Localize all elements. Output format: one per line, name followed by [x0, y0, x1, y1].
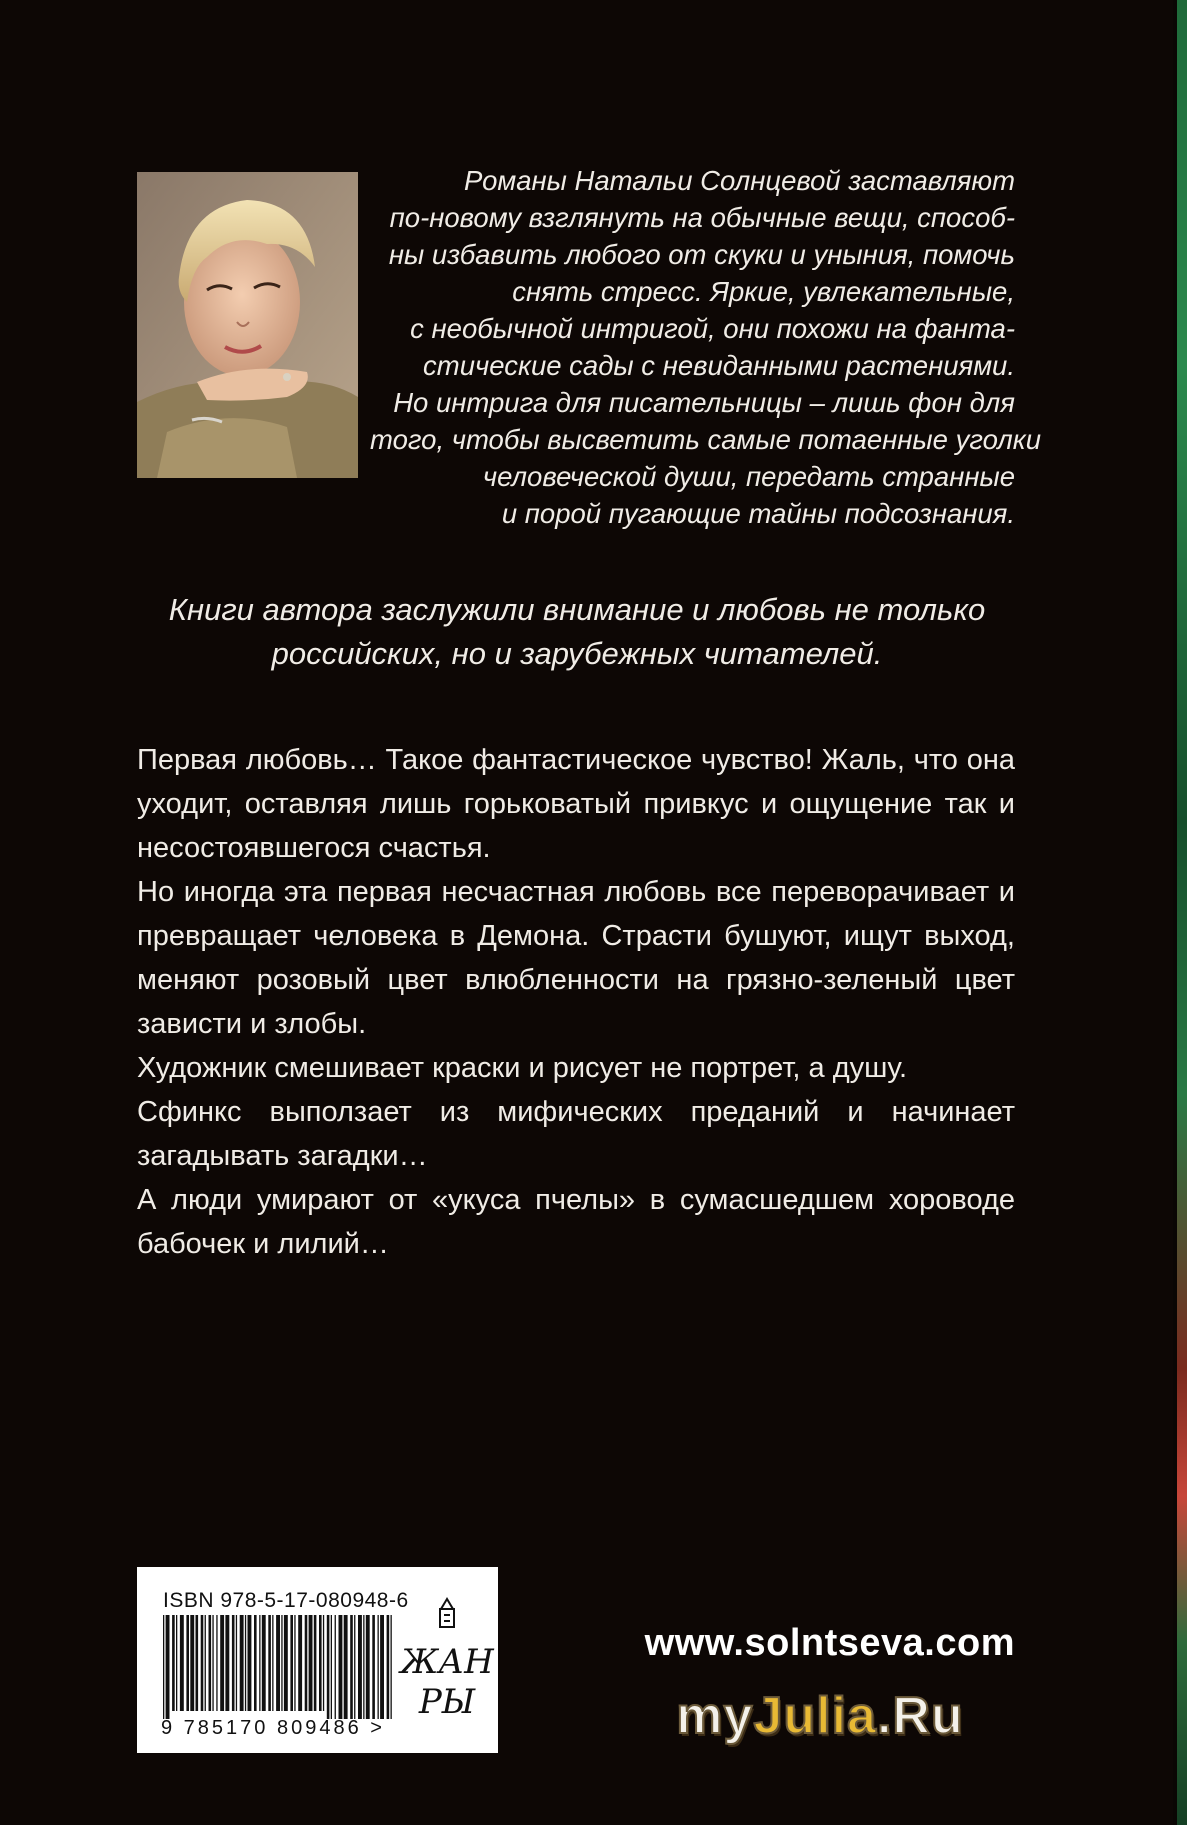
barcode-bar — [327, 1615, 330, 1719]
author-blurb — [370, 162, 1042, 532]
barcode-bar — [339, 1615, 343, 1719]
barcode-bar — [314, 1615, 317, 1711]
barcode-bar — [201, 1615, 204, 1711]
barcode-bar — [344, 1615, 348, 1719]
barcode-bar — [281, 1615, 282, 1711]
blurb-line: ны избавить любого от скуки и уныния, помочь — [388, 239, 1015, 270]
genre-logo — [400, 1595, 494, 1730]
barcode-bar — [323, 1615, 324, 1711]
barcode-bar — [163, 1615, 164, 1719]
barcode-bar — [284, 1615, 288, 1711]
brand-part: my — [676, 1687, 754, 1745]
quote-line: Книги автора заслужили внимание и любовь не только — [168, 592, 986, 627]
synopsis-paragraph: Но иногда эта первая несчастная любовь все переворачивает и превращает человека в Демона. Страсти бушуют, ищут выход, меняют розовый цвет влюбленности на грязно-зеленый цвет зависти и злобы. — [137, 876, 1015, 1040]
blurb-line: Романы Натальи Солнцевой заставляют — [464, 165, 1015, 196]
blurb-line: того, чтобы высветить самые потаенные уголки — [370, 424, 1042, 455]
cover-edge — [1173, 0, 1187, 1825]
synopsis — [137, 738, 1015, 1266]
barcode-bar — [378, 1615, 379, 1719]
barcode-bar — [387, 1615, 390, 1719]
barcode-digits: 9 785170 809486 > — [161, 1717, 385, 1739]
barcode-bar — [172, 1615, 175, 1711]
barcode-bar — [240, 1615, 244, 1711]
barcode-bar — [245, 1615, 246, 1711]
publisher-brand-logo — [650, 1686, 990, 1746]
blurb-line: человеческой души, передать странные — [482, 461, 1015, 492]
barcode-bar — [216, 1615, 217, 1711]
synopsis-paragraph: А люди умирают от «укуса пчелы» в сумасшедшем хороводе бабочек и лилий… — [137, 1184, 1015, 1260]
synopsis-paragraph: Первая любовь… Такое фантастическое чувство! Жаль, что она уходит, оставляя лишь горьковатый привкус и ощущение так и несостоявшегося счастья. — [137, 744, 1015, 864]
blurb-line: и порой пугающие тайны подсознания. — [501, 498, 1015, 529]
barcode-bar — [358, 1615, 362, 1719]
barcode-bar — [380, 1615, 384, 1719]
barcode-bar — [305, 1615, 308, 1711]
barcode-bar — [262, 1615, 266, 1711]
barcode-bar — [268, 1615, 271, 1711]
barcode-bar — [259, 1615, 260, 1711]
barcode-bar — [331, 1615, 332, 1719]
barcode-bar — [176, 1615, 177, 1711]
blurb-line: снять стресс. Яркие, увлекательные, — [512, 276, 1015, 307]
barcode-bar — [350, 1615, 353, 1719]
barcode-bar — [205, 1615, 206, 1711]
barcode-bar — [309, 1615, 313, 1711]
barcode-bar — [294, 1615, 295, 1711]
barcode-bar — [166, 1615, 170, 1719]
barcode-bar — [248, 1615, 252, 1711]
author-photo — [137, 172, 358, 478]
barcode-bar — [290, 1615, 293, 1711]
barcode-bar — [225, 1615, 229, 1711]
blurb-line: стические сады с невиданными растениями. — [423, 350, 1015, 381]
barcode-bar — [220, 1615, 224, 1711]
blurb-line: Но интрига для писательницы – лишь фон для — [393, 387, 1015, 418]
barcode-bar — [254, 1615, 257, 1711]
barcode-bar — [363, 1615, 364, 1719]
brand-part: .Ru — [876, 1687, 964, 1745]
barcode-panel — [137, 1567, 498, 1753]
barcode-bar — [236, 1615, 237, 1711]
barcode-bar — [366, 1615, 370, 1719]
barcode-bar — [391, 1615, 392, 1719]
blurb-line: с необычной интригой, они похожи на фанта- — [410, 313, 1015, 344]
barcode-bars — [161, 1615, 397, 1719]
barcode-bar — [232, 1615, 235, 1711]
barcode-bar — [209, 1615, 212, 1711]
synopsis-paragraph: Художник смешивает краски и рисует не портрет, а душу. — [137, 1052, 908, 1084]
barcode-bar — [272, 1615, 273, 1711]
barcode-bar — [319, 1615, 322, 1711]
svg-text:ЖАН: ЖАН — [400, 1642, 494, 1682]
barcode-bar — [372, 1615, 375, 1719]
blurb-line: по-новому взглянуть на обычные вещи, способ- — [389, 202, 1015, 233]
barcode-bar — [190, 1615, 194, 1711]
svg-text:РЫ: РЫ — [418, 1682, 476, 1722]
brand-part: Julia — [753, 1687, 877, 1745]
barcode-bar — [276, 1615, 280, 1711]
barcode-bar — [335, 1615, 336, 1719]
isbn-number: ISBN 978-5-17-080948-6 — [163, 1589, 409, 1612]
barcode-bar — [212, 1615, 213, 1711]
praise-quote — [137, 588, 1017, 676]
author-website: www.solntseva.com — [644, 1622, 1015, 1664]
barcode-bar — [186, 1615, 189, 1711]
barcode-bar — [196, 1615, 199, 1711]
quote-line: российских, но и зарубежных читателей. — [271, 636, 883, 671]
barcode-bar — [180, 1615, 184, 1711]
synopsis-paragraph: Сфинкс выползает из мифических преданий и начинает загадывать загадки… — [137, 1096, 1015, 1172]
barcode-bar — [298, 1615, 302, 1711]
barcode-bar — [354, 1615, 355, 1719]
